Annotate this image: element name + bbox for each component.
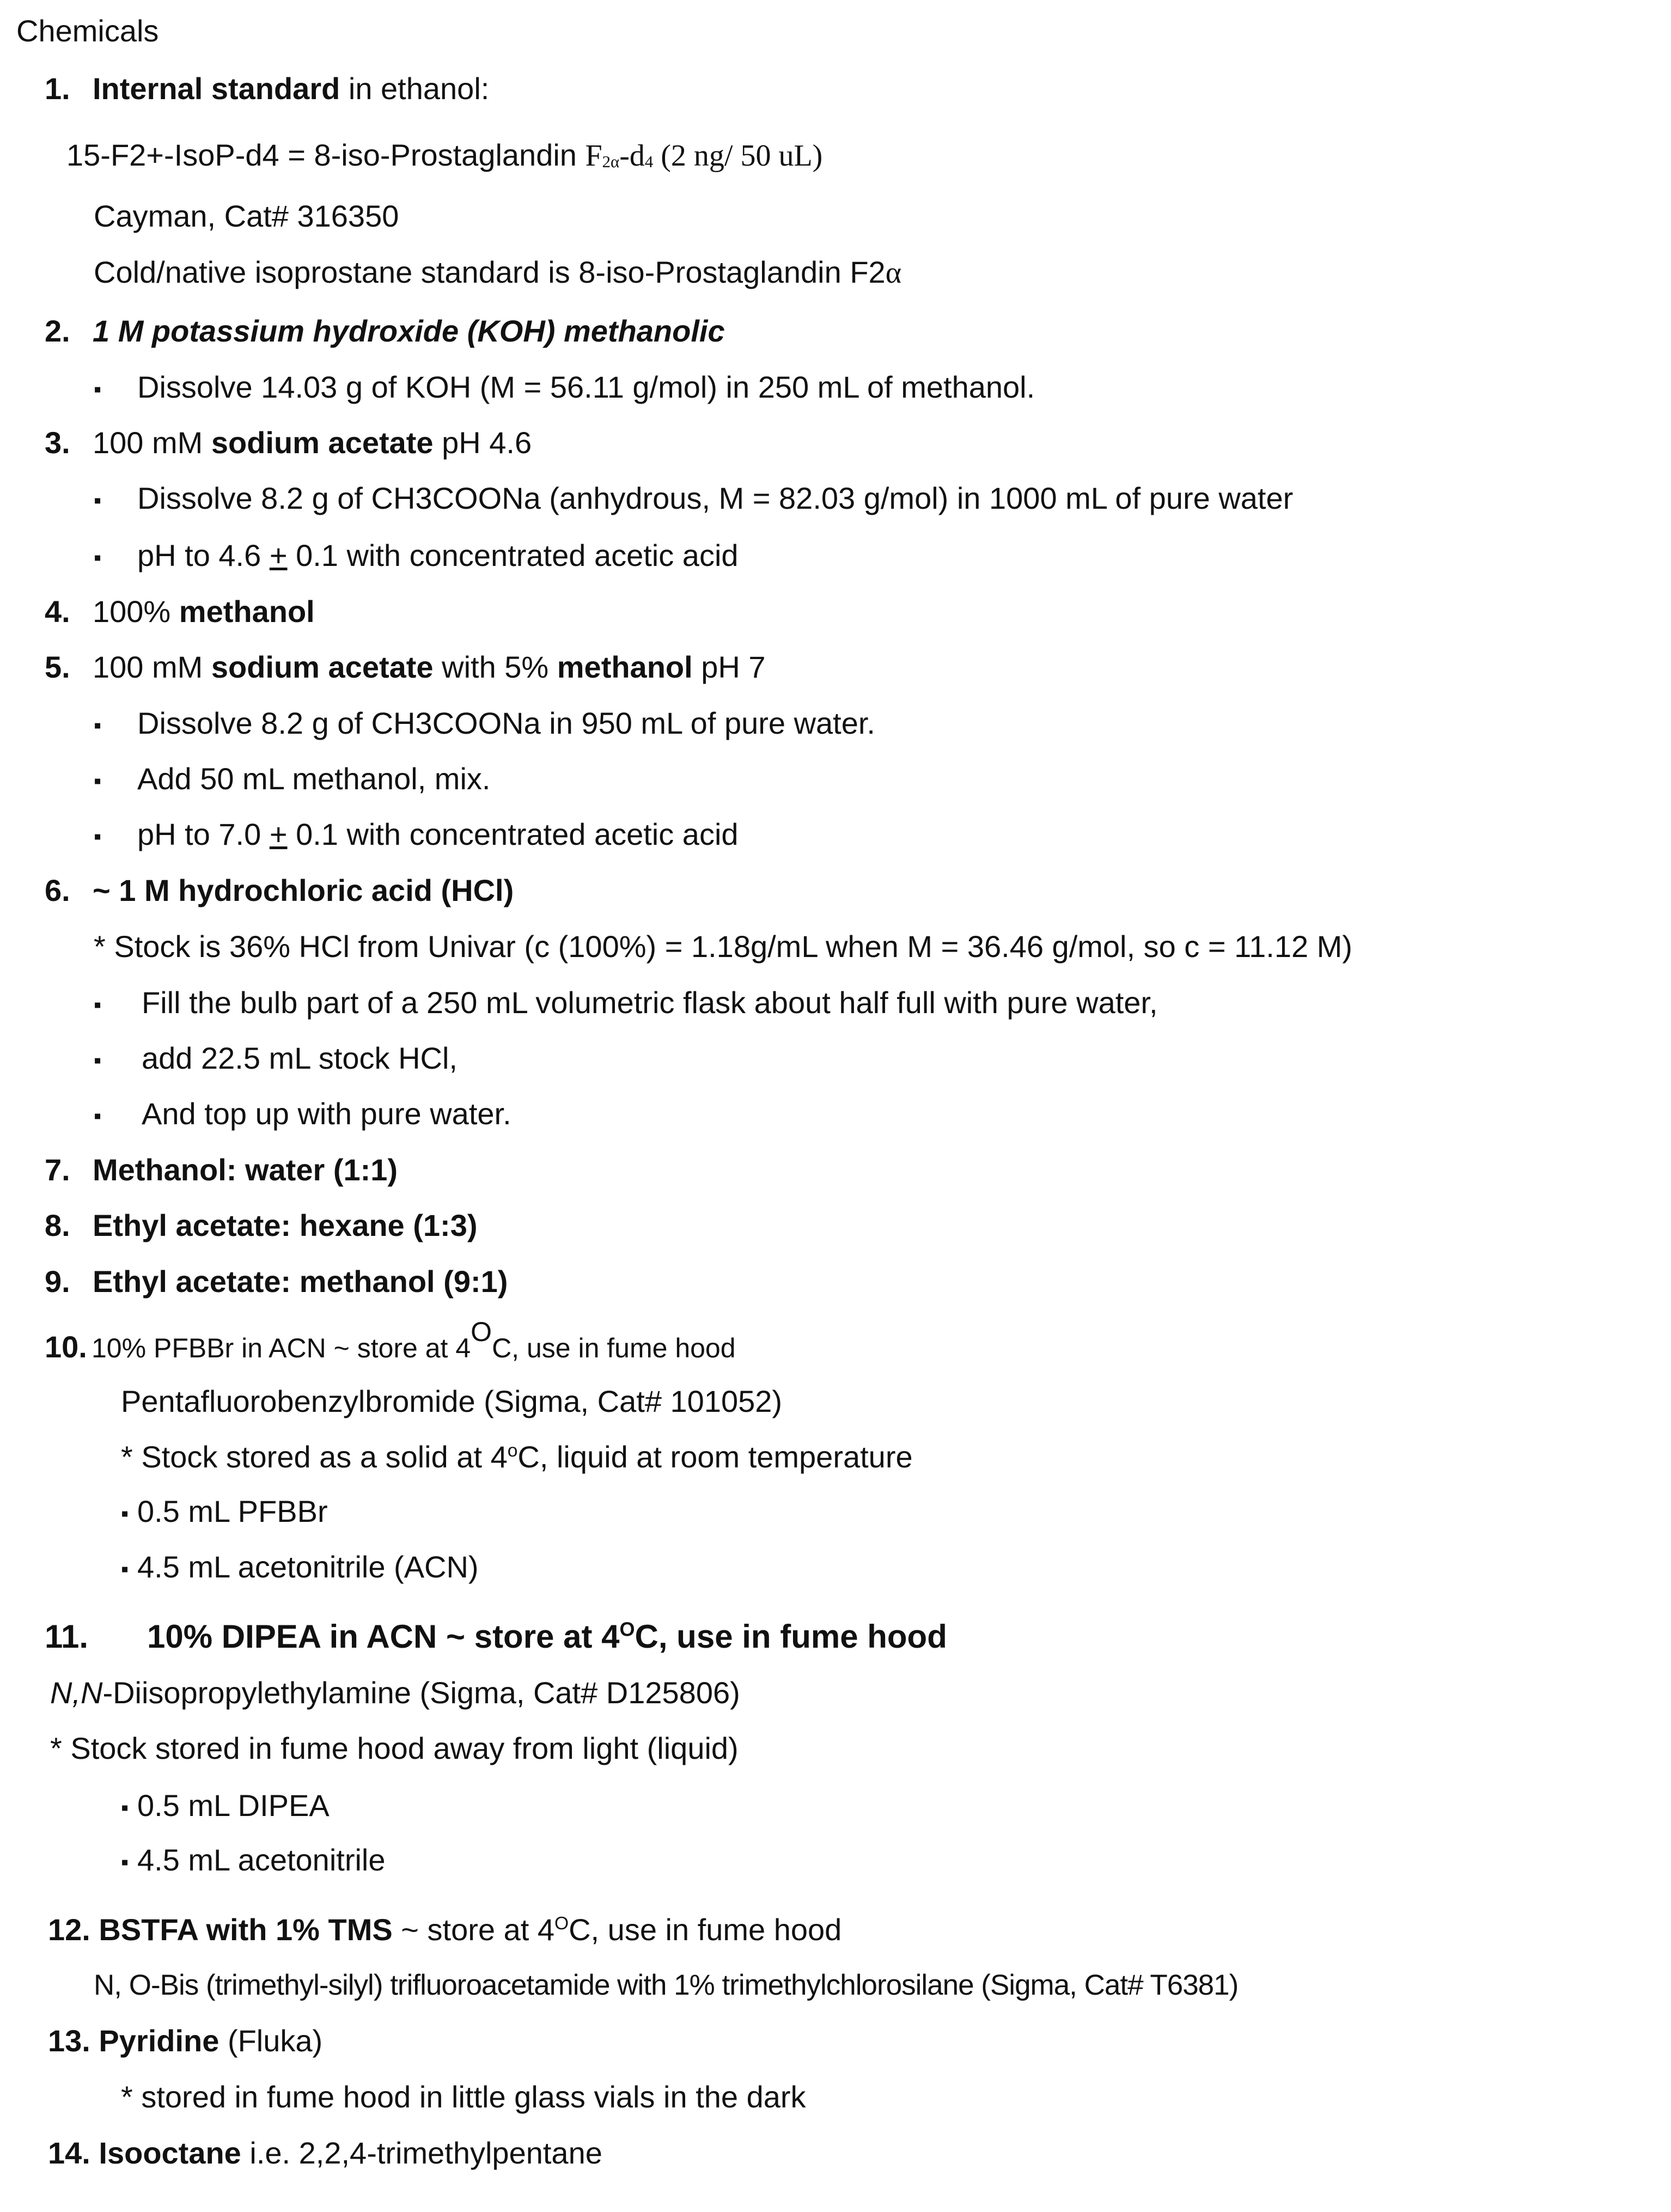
item-14-heading xyxy=(48,2134,602,2172)
item-10-title: 10% PFBBr in ACN ~ store at 4 xyxy=(92,1333,471,1363)
item-10-title-post: C, use in fume hood xyxy=(492,1333,736,1363)
item-12-rest: ~ store at 4 xyxy=(392,1912,554,1947)
item-5-bullet-3 xyxy=(94,815,739,856)
bullet-icon: ▪ xyxy=(94,377,102,402)
item-number: 1. xyxy=(45,71,70,106)
item-5-bullet-2 xyxy=(94,760,490,800)
item-12-reagent: N, O-Bis (trimethyl-silyl) trifluoroacetamide with 1% trimethylchlorosilane (Sigma, Cat# T6381) xyxy=(94,1969,1239,2001)
item-9-title: Ethyl acetate: methanol (9:1) xyxy=(93,1264,508,1299)
bullet-icon: ▪ xyxy=(94,546,102,570)
item-5-pre: 100 mM xyxy=(93,650,211,684)
item-number: 6. xyxy=(45,873,70,907)
item-8-heading xyxy=(45,1206,477,1245)
item-6-bullet-2 xyxy=(94,1039,458,1080)
bullet-text: add 22.5 mL stock HCl, xyxy=(142,1041,458,1075)
item-6-heading xyxy=(45,872,514,910)
bullet-icon: ▪ xyxy=(121,1796,129,1820)
item-7-heading xyxy=(45,1151,398,1189)
bullet-icon: ▪ xyxy=(94,489,102,513)
item-3-heading xyxy=(45,424,532,462)
degree-symbol: o xyxy=(507,1440,518,1461)
item-5-bold2: methanol xyxy=(557,650,693,684)
reagent-italic: N,N xyxy=(50,1675,103,1710)
item-5-bullet-1 xyxy=(94,704,875,745)
item-9-heading xyxy=(45,1263,508,1301)
item-10-bullet-2 xyxy=(121,1548,479,1588)
degree-symbol: O xyxy=(554,1913,569,1934)
bullet-icon: ▪ xyxy=(94,1049,102,1073)
bullet-text: Fill the bulb part of a 250 mL volumetric flask about half full with pure water, xyxy=(142,985,1158,1020)
bullet-text: 0.5 mL PFBBr xyxy=(137,1494,328,1528)
item-12-heading xyxy=(48,1911,841,1949)
bullet-text: And top up with pure water. xyxy=(142,1096,511,1131)
bullet-icon: ▪ xyxy=(121,1850,129,1875)
item-6-bullet-1 xyxy=(94,984,1158,1024)
item-1-heading xyxy=(45,70,489,108)
item-3-bullet-2 xyxy=(94,537,739,577)
item-4-bold: methanol xyxy=(179,594,315,629)
item-number: 12. xyxy=(48,1912,90,1947)
item-1-rest: in ethanol: xyxy=(340,71,490,106)
item-number: 7. xyxy=(45,1153,70,1187)
formula-d: -d xyxy=(619,139,645,173)
ph-text: pH to 7.0 xyxy=(137,817,270,851)
item-11-bullet-2 xyxy=(121,1841,386,1881)
item-13-rest: (Fluka) xyxy=(219,2024,323,2058)
note-text-post: C, liquid at room temperature xyxy=(517,1440,913,1474)
item-14-rest: i.e. 2,2,4-trimethylpentane xyxy=(241,2136,602,2170)
item-7-title: Methanol: water (1:1) xyxy=(93,1153,398,1187)
item-3-pre: 100 mM xyxy=(93,425,211,460)
item-11-reagent xyxy=(50,1674,740,1712)
degree-symbol: O xyxy=(471,1317,492,1347)
item-3-bold: sodium acetate xyxy=(211,425,434,460)
bullet-icon: ▪ xyxy=(121,1502,129,1526)
item-14-bold: Isooctane xyxy=(99,2136,241,2170)
item-2-title: 1 M potassium hydroxide (KOH) methanolic xyxy=(93,314,725,348)
formula-sub2: 4 xyxy=(644,153,654,172)
item-10-heading xyxy=(45,1317,736,1367)
bullet-text: 4.5 mL acetonitrile (ACN) xyxy=(137,1550,479,1584)
item-11-title: 10% DIPEA in ACN ~ store at 4 xyxy=(147,1618,620,1655)
item-3-bullet-1 xyxy=(94,479,1293,520)
item-10-bullet-1 xyxy=(121,1492,328,1533)
plus-minus-symbol: + xyxy=(269,817,288,851)
alpha-symbol: α xyxy=(885,256,902,290)
bullet-icon: ▪ xyxy=(94,1104,102,1129)
item-number: 8. xyxy=(45,1208,70,1242)
item-number: 4. xyxy=(45,594,70,629)
item-1-supplier: Cayman, Cat# 316350 xyxy=(94,199,399,233)
item-13-heading xyxy=(48,2022,322,2060)
item-6-note: * Stock is 36% HCl from Univar (c (100%) = 1.18g/mL when M = 36.46 g/mol, so c = 11.12 M) xyxy=(94,929,1352,964)
item-12-bold: BSTFA with 1% TMS xyxy=(99,1912,393,1947)
item-11-heading xyxy=(45,1618,947,1656)
formula-f: F xyxy=(585,139,602,173)
bullet-icon: ▪ xyxy=(94,825,102,849)
item-1-formula xyxy=(66,136,822,175)
item-6-bullet-3 xyxy=(94,1095,511,1135)
item-5-heading xyxy=(45,648,766,686)
item-number: 14. xyxy=(48,2136,90,2170)
degree-symbol: O xyxy=(619,1618,635,1641)
item-1-bold: Internal standard xyxy=(93,71,340,106)
item-number: 13. xyxy=(48,2024,90,2058)
ph-text-post: 0.1 with concentrated acetic acid xyxy=(287,817,739,851)
item-3-post: pH 4.6 xyxy=(433,425,532,460)
item-1-native xyxy=(94,253,901,292)
bullet-text: Dissolve 14.03 g of KOH (M = 56.11 g/mol) in 250 mL of methanol. xyxy=(137,370,1035,404)
item-5-mid: with 5% xyxy=(433,650,557,684)
bullet-text: 0.5 mL DIPEA xyxy=(137,1788,330,1823)
bullet-icon: ▪ xyxy=(94,714,102,738)
item-4-heading xyxy=(45,593,315,631)
item-12-rest-post: C, use in fume hood xyxy=(569,1912,842,1947)
item-11-note: * Stock stored in fume hood away from light (liquid) xyxy=(50,1731,739,1765)
ph-text-post: 0.1 with concentrated acetic acid xyxy=(287,538,739,572)
formula-amount: (2 ng/ 50 uL) xyxy=(653,139,823,173)
item-13-bold: Pyridine xyxy=(99,2024,219,2058)
bullet-icon: ▪ xyxy=(94,769,102,794)
formula-text: 15-F2+-IsoP-d4 = 8-iso-Prostaglandin xyxy=(66,138,586,172)
item-2-bullet-1 xyxy=(94,368,1035,409)
plus-minus-symbol: + xyxy=(269,538,288,572)
item-11-bullet-1 xyxy=(121,1787,330,1827)
item-number: 5. xyxy=(45,650,70,684)
page-title: Chemicals xyxy=(16,14,159,48)
item-number: 10. xyxy=(45,1330,87,1364)
formula-sub: 2α xyxy=(602,153,620,172)
item-5-bold1: sodium acetate xyxy=(211,650,434,684)
item-10-reagent: Pentafluorobenzylbromide (Sigma, Cat# 101052) xyxy=(121,1384,783,1418)
reagent-text: -Diisopropylethylamine (Sigma, Cat# D125806) xyxy=(102,1675,740,1710)
item-4-pre: 100% xyxy=(93,594,179,629)
note-text: * Stock stored as a solid at 4 xyxy=(121,1440,508,1474)
item-number: 2. xyxy=(45,314,70,348)
item-13-note: * stored in fume hood in little glass vials in the dark xyxy=(121,2080,806,2114)
native-text: Cold/native isoprostane standard is 8-iso-Prostaglandin F2 xyxy=(94,255,886,289)
item-2-heading xyxy=(45,312,725,350)
item-8-title: Ethyl acetate: hexane (1:3) xyxy=(93,1208,478,1242)
bullet-text: 4.5 mL acetonitrile xyxy=(137,1843,386,1877)
item-5-post: pH 7 xyxy=(692,650,766,684)
ph-text: pH to 4.6 xyxy=(137,538,270,572)
bullet-icon: ▪ xyxy=(121,1557,129,1582)
item-number: 3. xyxy=(45,425,70,460)
item-number: 11. xyxy=(45,1618,89,1655)
item-11-title-post: C, use in fume hood xyxy=(635,1618,947,1655)
bullet-text: Add 50 mL methanol, mix. xyxy=(137,761,491,796)
bullet-text: Dissolve 8.2 g of CH3COONa in 950 mL of pure water. xyxy=(137,706,875,740)
bullet-text: Dissolve 8.2 g of CH3COONa (anhydrous, M = 82.03 g/mol) in 1000 mL of pure water xyxy=(137,481,1294,515)
item-6-title: ~ 1 M hydrochloric acid (HCl) xyxy=(93,873,514,907)
item-10-note xyxy=(121,1438,913,1476)
item-number: 9. xyxy=(45,1264,70,1299)
bullet-icon: ▪ xyxy=(94,993,102,1017)
